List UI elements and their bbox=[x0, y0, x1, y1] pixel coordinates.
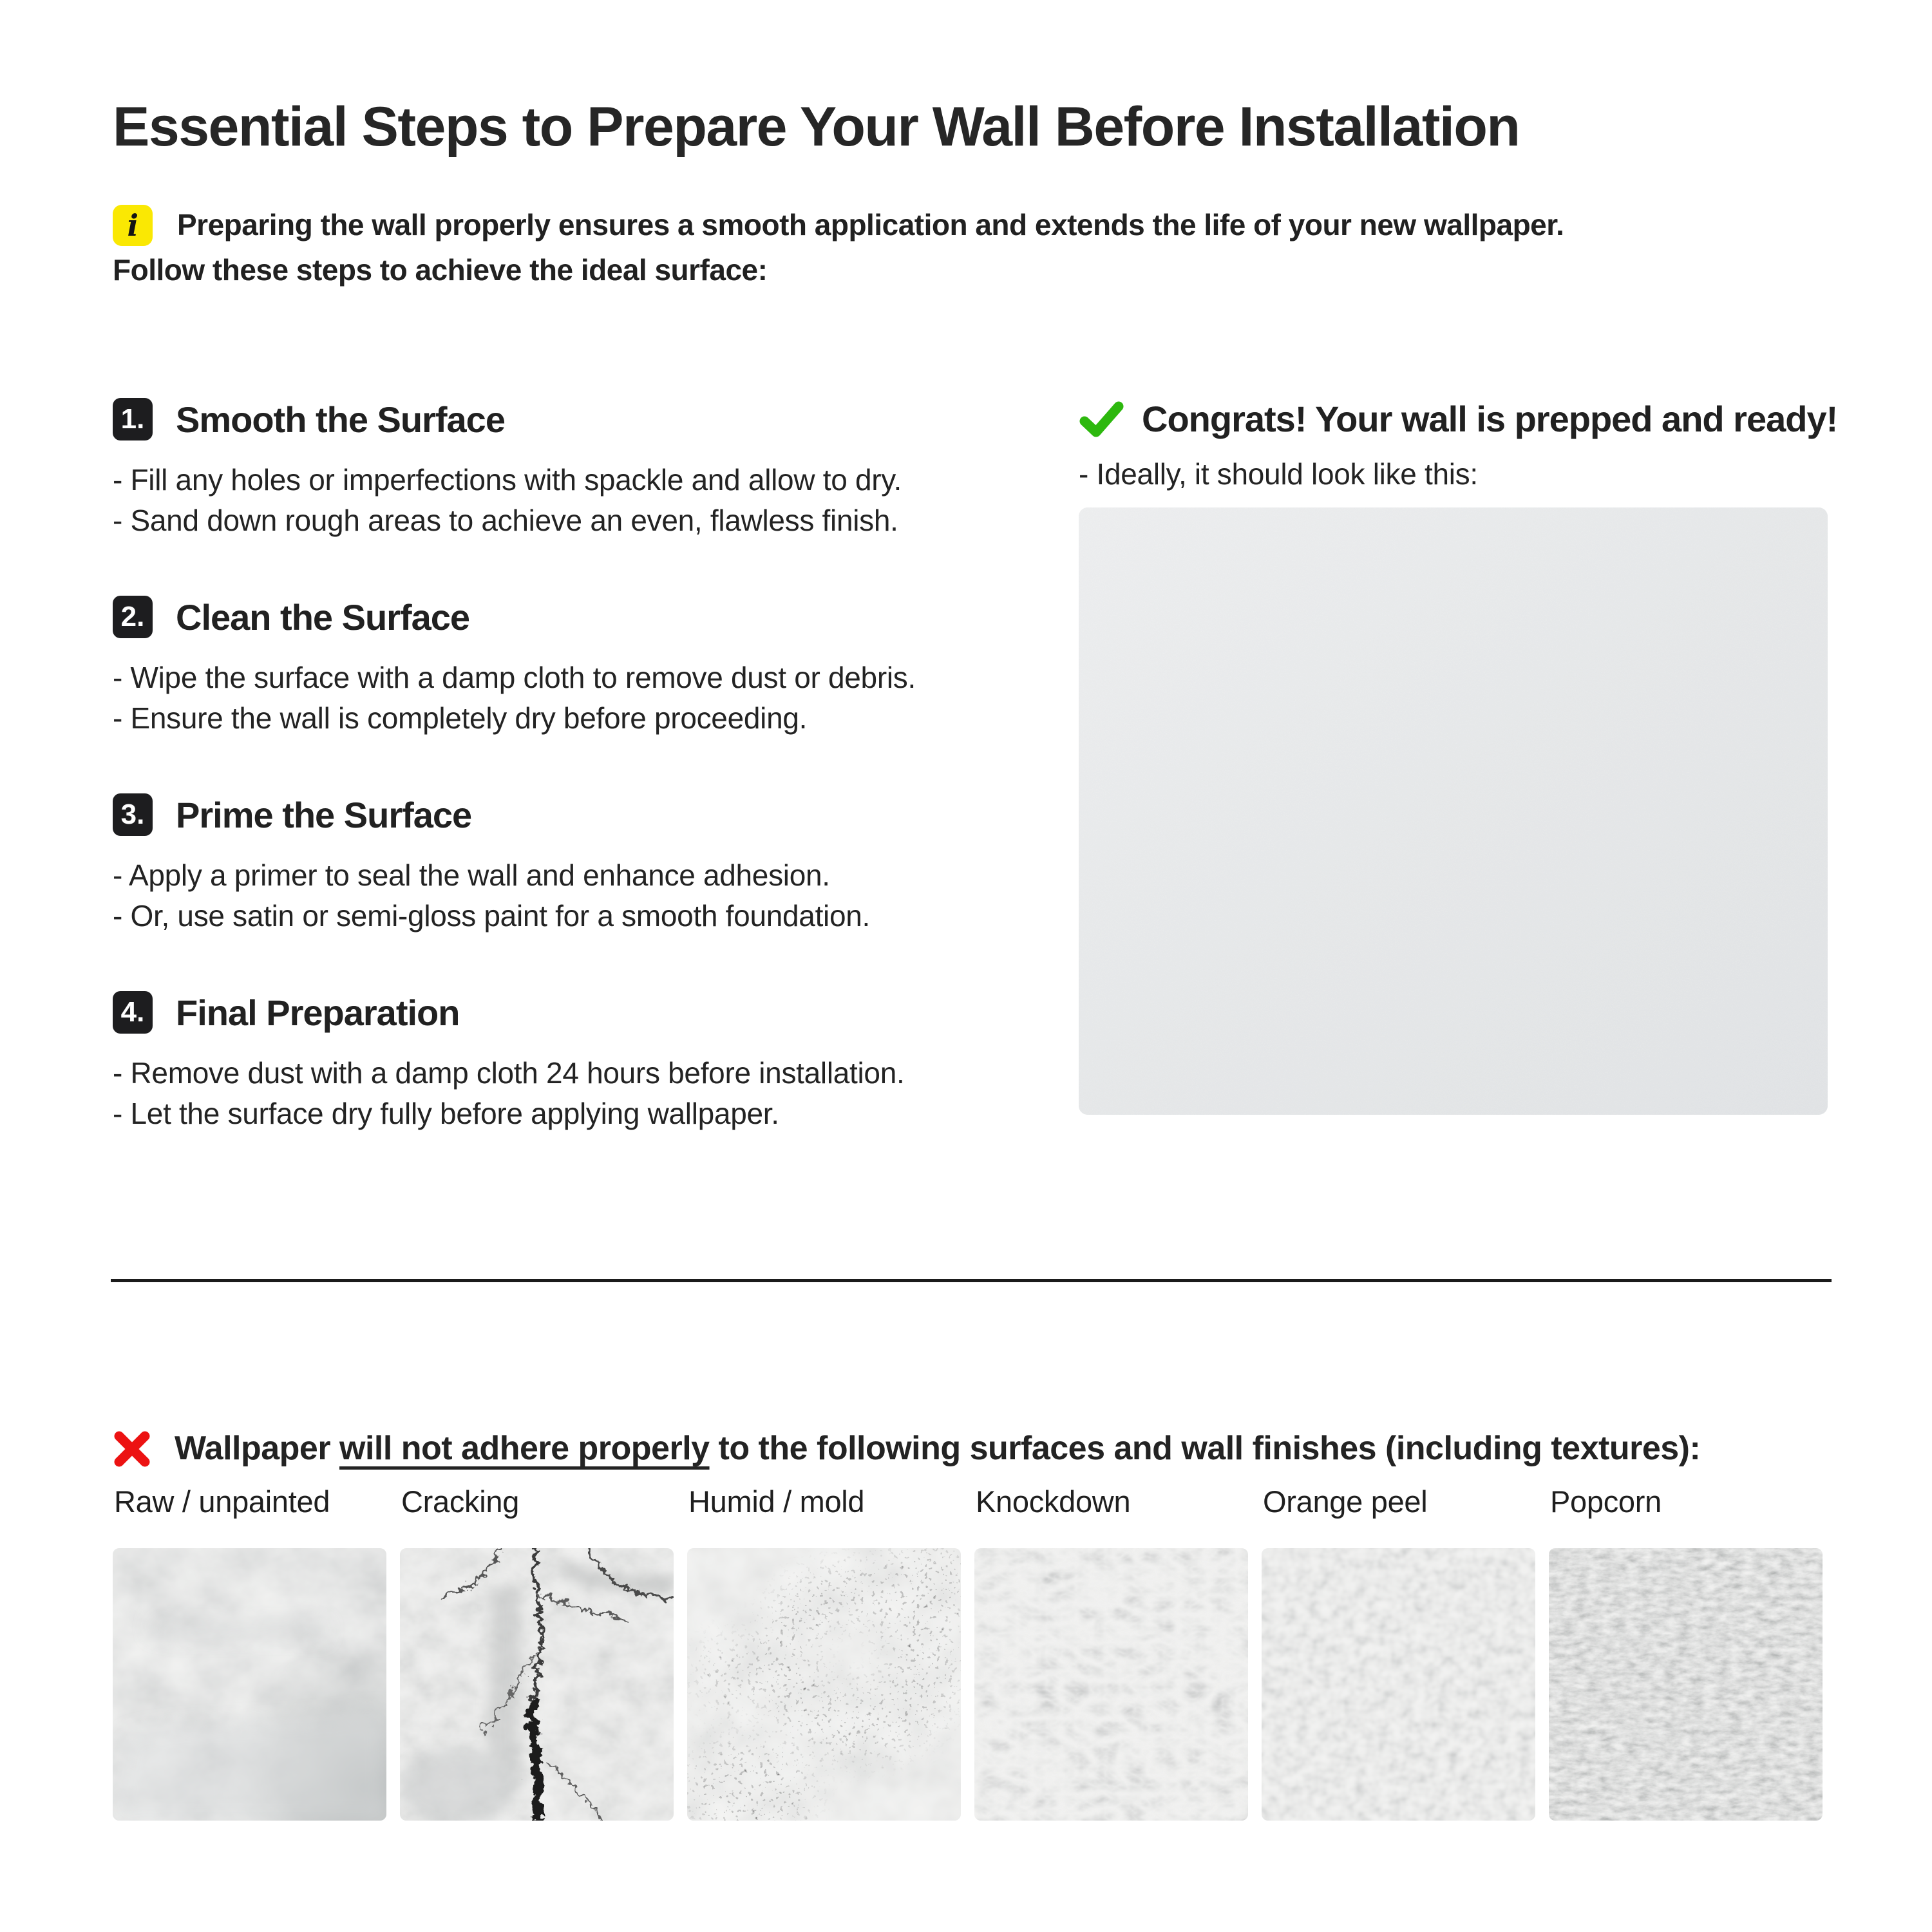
success-section bbox=[1079, 398, 1903, 491]
step-3-section bbox=[113, 793, 1079, 936]
surface-item-raw-unpainted bbox=[113, 1484, 386, 1821]
surface-item-orange-peel bbox=[1262, 1484, 1535, 1821]
texture-thumbnail-popcorn bbox=[1549, 1548, 1823, 1821]
step-4-heading bbox=[113, 991, 1079, 1034]
page-title: Essential Steps to Prepare Your Wall Before Installation bbox=[113, 96, 1520, 158]
warning-text bbox=[175, 1427, 1700, 1470]
warning-prefix: Wallpaper bbox=[175, 1430, 340, 1467]
step-bullet: - Wipe the surface with a damp cloth to remove dust or debris. bbox=[113, 661, 916, 694]
warning-note bbox=[113, 1427, 1903, 1470]
surface-label: Raw / unpainted bbox=[114, 1484, 330, 1519]
surface-label: Cracking bbox=[401, 1484, 520, 1519]
bad-surfaces-row bbox=[113, 1484, 1823, 1821]
success-heading bbox=[1079, 398, 1903, 440]
step-bullet: - Remove dust with a damp cloth 24 hours before installation. bbox=[113, 1056, 905, 1090]
step-number: 3. bbox=[120, 799, 145, 830]
surface-label: Knockdown bbox=[976, 1484, 1131, 1519]
success-title: Congrats! Your wall is prepped and ready! bbox=[1142, 399, 1838, 439]
step-bullet: - Let the surface dry fully before applying wallpaper. bbox=[113, 1097, 779, 1130]
step-number: 1. bbox=[120, 403, 145, 435]
texture-thumbnail-orange-peel bbox=[1262, 1548, 1535, 1821]
intro-line-2: Follow these steps to achieve the ideal surface: bbox=[113, 253, 768, 287]
surface-label: Popcorn bbox=[1550, 1484, 1662, 1519]
surface-item-knockdown bbox=[974, 1484, 1248, 1821]
step-2-heading bbox=[113, 596, 1079, 638]
step-bullet: - Or, use satin or semi-gloss paint for a smooth foundation. bbox=[113, 899, 871, 933]
warning-suffix: to the following surfaces and wall finishes (including textures): bbox=[709, 1430, 1701, 1467]
step-title: Clean the Surface bbox=[176, 596, 470, 638]
ideal-wall-image bbox=[1079, 507, 1828, 1115]
surface-label: Orange peel bbox=[1263, 1484, 1428, 1519]
step-bullet: - Sand down rough areas to achieve an even, flawless finish. bbox=[113, 504, 898, 537]
step-3-heading bbox=[113, 793, 1079, 836]
step-number: 2. bbox=[120, 601, 145, 632]
step-title: Prime the Surface bbox=[176, 794, 472, 835]
step-4-section bbox=[113, 991, 1079, 1134]
surface-item-humid-mold bbox=[687, 1484, 961, 1821]
success-subtitle: - Ideally, it should look like this: bbox=[1079, 457, 1478, 491]
info-icon-glyph: i bbox=[127, 208, 138, 243]
intro-line-1: Preparing the wall properly ensures a smooth application and extends the life of your new wallpaper. bbox=[177, 208, 1564, 242]
step-bullet: - Fill any holes or imperfections with spackle and allow to dry. bbox=[113, 463, 902, 497]
section-divider bbox=[111, 1279, 1832, 1282]
surface-label: Humid / mold bbox=[688, 1484, 865, 1519]
texture-thumbnail-cracking bbox=[400, 1548, 674, 1821]
warning-underline-emphasis: will not adhere properly bbox=[339, 1430, 710, 1467]
step-title: Final Preparation bbox=[176, 992, 460, 1033]
step-2-number-badge bbox=[113, 596, 153, 638]
step-1-heading bbox=[113, 398, 1079, 440]
step-3-number-badge bbox=[113, 793, 153, 836]
texture-thumbnail-knockdown bbox=[974, 1548, 1248, 1821]
step-1-number-badge bbox=[113, 398, 153, 440]
info-icon bbox=[113, 205, 153, 246]
step-number: 4. bbox=[120, 996, 145, 1028]
step-title: Smooth the Surface bbox=[176, 399, 505, 440]
step-4-number-badge bbox=[113, 991, 153, 1034]
texture-thumbnail-humid-mold bbox=[687, 1548, 961, 1821]
intro-note bbox=[113, 202, 1852, 292]
step-1-section bbox=[113, 398, 1079, 541]
cross-icon bbox=[113, 1430, 151, 1468]
step-bullet: - Apply a primer to seal the wall and enhance adhesion. bbox=[113, 858, 830, 892]
surface-item-popcorn bbox=[1549, 1484, 1823, 1821]
step-bullet: - Ensure the wall is completely dry before proceeding. bbox=[113, 701, 808, 735]
surface-item-cracking bbox=[400, 1484, 674, 1821]
step-2-section bbox=[113, 596, 1079, 739]
check-icon bbox=[1079, 401, 1124, 438]
texture-thumbnail-raw-unpainted bbox=[113, 1548, 386, 1821]
